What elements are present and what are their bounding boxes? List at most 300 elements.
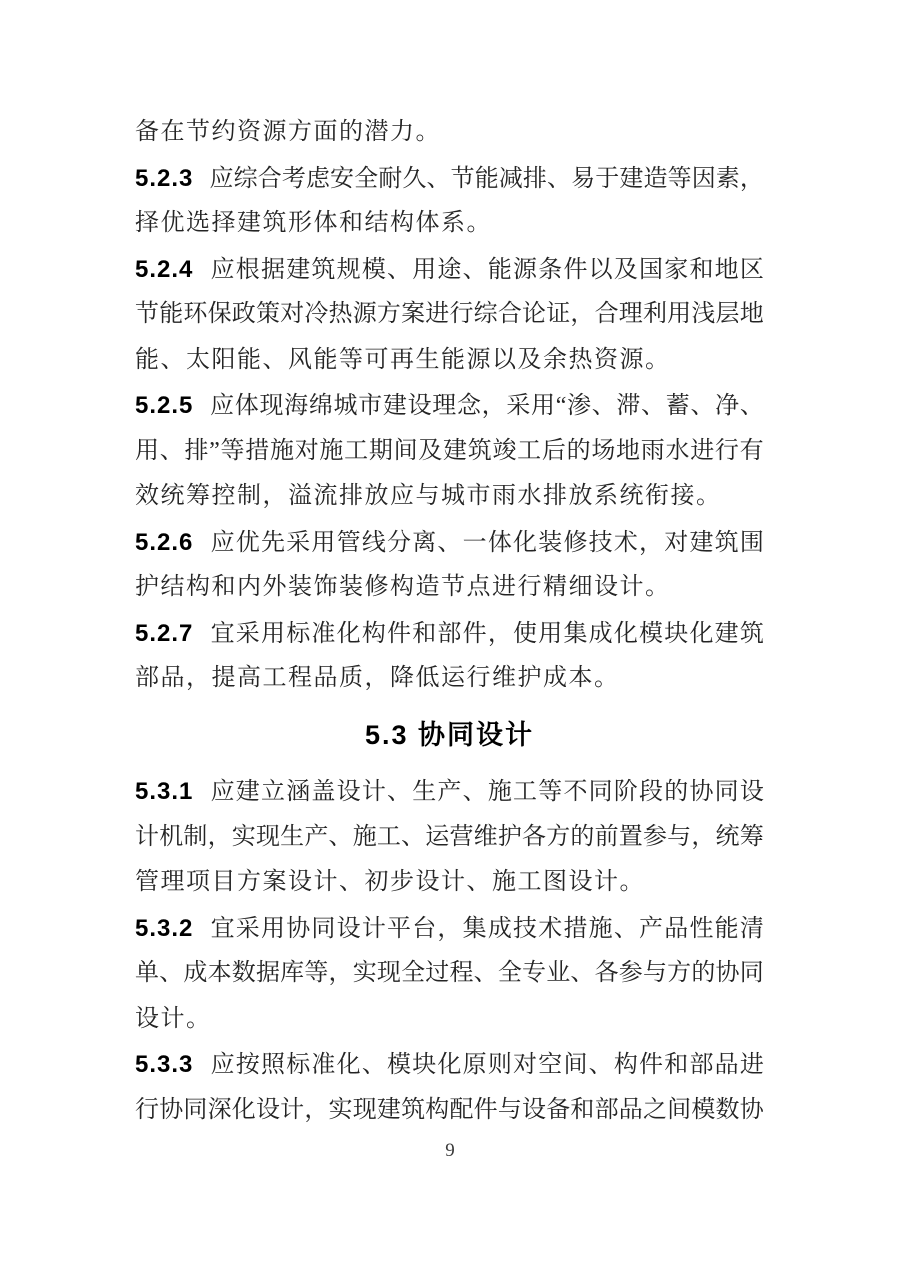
body-char: 理	[618, 301, 643, 327]
body-char: 现	[376, 960, 401, 986]
body-char: 、	[462, 779, 487, 805]
body-char: 现	[255, 823, 280, 850]
clause-number: 5.3.1	[135, 778, 194, 805]
body-char: 绵	[308, 393, 333, 419]
body-char: 立	[261, 779, 285, 805]
body-char: 用	[667, 301, 692, 327]
body-char: 、	[588, 1052, 613, 1078]
body-line	[135, 1088, 764, 1134]
body-line	[135, 338, 764, 384]
body-char: 优	[235, 529, 260, 556]
body-text: 备在节约资源方面的潜力。	[135, 119, 441, 145]
body-char: 应	[210, 393, 235, 419]
body-char: 素	[715, 165, 740, 192]
body-char: 和	[412, 620, 437, 647]
body-char: 合	[594, 301, 619, 327]
body-char: 成	[487, 915, 512, 942]
body-char: 蓄	[665, 393, 690, 419]
body-char: 的	[566, 437, 591, 464]
body-char: ”	[209, 437, 220, 464]
body-char: 设	[739, 779, 764, 805]
body-char: 筹	[739, 823, 764, 850]
body-char: 集	[563, 620, 588, 647]
body-char: 设	[336, 915, 361, 942]
body-char: 对	[513, 1052, 538, 1078]
body-char: 竣	[492, 437, 517, 464]
body-char: 、	[426, 165, 451, 192]
body-line	[135, 429, 764, 475]
body-char: 源	[513, 256, 538, 283]
body-char: 等	[220, 437, 245, 464]
body-char: 化	[336, 1052, 361, 1078]
body-char: 一	[462, 529, 487, 556]
page-content	[135, 110, 764, 1133]
body-char: 冷	[304, 301, 329, 327]
body-char: 盖	[311, 779, 336, 805]
body-char: 间	[667, 1096, 692, 1123]
body-text: 护结构和内外装饰装修构造节点进行精细设计。	[135, 574, 671, 600]
body-char: 用	[135, 437, 159, 464]
body-char: 围	[739, 529, 764, 556]
body-char: 阶	[613, 779, 638, 805]
body-char: 件	[387, 620, 412, 647]
body-char: 设	[336, 779, 361, 805]
body-char: ，	[437, 915, 462, 942]
body-char: 构	[425, 1096, 450, 1123]
body-char: 程	[449, 960, 474, 986]
body-char: 净	[715, 393, 740, 419]
body-char: 过	[425, 960, 450, 986]
body-char: 综	[473, 301, 498, 327]
body-char: 计	[280, 1096, 305, 1123]
body-char: 采	[506, 393, 531, 419]
body-char: 施	[319, 437, 344, 464]
body-char: 建	[235, 779, 260, 805]
body-char: 建	[443, 437, 467, 464]
body-char: 化	[689, 620, 714, 647]
body-line	[135, 201, 764, 247]
body-char: 计	[361, 779, 386, 805]
body-char: 性	[689, 915, 714, 942]
body-char: 能	[714, 915, 739, 942]
body-char: 保	[207, 301, 232, 327]
body-char: 护	[497, 823, 522, 850]
body-char: 标	[286, 1052, 311, 1078]
clause-line	[135, 247, 764, 293]
body-line	[135, 656, 764, 702]
body-char: 准	[311, 620, 336, 647]
body-char: 平	[387, 915, 412, 942]
body-char: 能	[474, 165, 499, 192]
body-char: 全	[401, 960, 426, 986]
body-char: 协	[159, 1096, 184, 1123]
body-char: 离	[412, 529, 437, 556]
body-char: 应	[209, 165, 234, 192]
body-char: 能	[159, 301, 184, 327]
body-char: ，	[304, 1096, 329, 1123]
body-char: 层	[715, 301, 740, 327]
body-char: ，	[691, 823, 716, 850]
body-char: 统	[715, 823, 740, 850]
body-char: 协	[715, 960, 740, 986]
body-char: 证	[546, 301, 571, 327]
body-text: 管理项目方案设计、初步设计、施工图设计。	[135, 869, 645, 895]
body-char: 参	[618, 960, 643, 986]
body-char: 设	[522, 1096, 546, 1123]
body-char: 品	[664, 915, 689, 942]
body-char: ，	[739, 165, 764, 192]
body-char: 、	[437, 529, 462, 556]
body-char: 浅	[691, 301, 716, 327]
body-char: 的	[664, 779, 689, 805]
body-char: 术	[613, 529, 638, 556]
body-text: 能、太阳能、风能等可再生能源以及余热资源。	[135, 346, 671, 373]
body-char: 对	[294, 437, 319, 464]
body-char: 集	[462, 915, 487, 942]
body-char: 方	[376, 301, 401, 327]
body-char: 、	[387, 779, 412, 805]
body-char: 产	[304, 823, 329, 850]
section-heading: 5.3 协同设计	[364, 719, 535, 750]
body-char: 筑	[311, 256, 336, 283]
body-line	[135, 565, 764, 611]
body-char: 涵	[286, 779, 311, 805]
body-char: 照	[261, 1052, 285, 1078]
body-char: 各	[522, 823, 546, 850]
body-char: 地	[739, 301, 764, 327]
body-char: 同	[714, 779, 739, 805]
body-char: 久	[402, 165, 427, 192]
body-char: 工	[376, 823, 401, 850]
body-char: 、	[462, 256, 487, 283]
body-char: 建	[382, 393, 407, 419]
body-char: 能	[487, 256, 512, 283]
body-char: 、	[570, 960, 595, 986]
body-char: 设	[255, 1096, 280, 1123]
body-char: 体	[234, 393, 259, 419]
body-char: 模	[691, 1096, 716, 1123]
body-char: 前	[594, 823, 619, 850]
clause-line	[135, 1042, 764, 1088]
body-char: 源	[352, 301, 377, 327]
body-char: 节	[135, 301, 159, 327]
body-char: 本	[207, 960, 232, 986]
body-char: 减	[498, 165, 523, 192]
clause-number: 5.2.5	[135, 392, 194, 419]
body-char: 国	[639, 256, 664, 283]
body-char: 备	[546, 1096, 571, 1123]
body-char: 与	[642, 960, 667, 986]
body-char: 根	[235, 256, 260, 283]
body-char: 筑	[467, 437, 492, 464]
body-char: 环	[183, 301, 208, 327]
body-char: 应	[210, 256, 235, 283]
body-char: 期	[368, 437, 393, 464]
body-char: 部	[689, 1052, 714, 1078]
body-char: 、	[591, 393, 616, 419]
body-char: 线	[361, 529, 386, 556]
body-char: 宜	[210, 915, 235, 942]
body-char: 产	[437, 779, 462, 805]
body-char: 策	[255, 301, 280, 327]
body-char: 筑	[739, 620, 764, 647]
body-char: 模	[361, 256, 386, 283]
body-char: 渗	[567, 393, 592, 419]
body-char: 场	[591, 437, 616, 464]
body-char: 理	[432, 393, 457, 419]
body-char: 施	[352, 823, 377, 850]
body-char: 维	[473, 823, 498, 850]
body-char: 配	[449, 1096, 474, 1123]
body-char: 件	[563, 256, 588, 283]
body-char: 应	[210, 779, 235, 805]
body-char: 措	[563, 915, 588, 942]
body-char: 化	[613, 620, 638, 647]
body-char: 筑	[401, 1096, 426, 1123]
clause-number: 5.3.3	[135, 1051, 194, 1078]
body-char: 据	[261, 256, 285, 283]
body-char: 成	[183, 960, 208, 986]
body-char: 按	[235, 1052, 260, 1078]
body-char: 行	[449, 301, 474, 327]
body-char: 用	[412, 256, 437, 283]
clause-number: 5.2.7	[135, 619, 194, 647]
body-char: 术	[538, 915, 563, 942]
body-char: 工	[344, 437, 369, 464]
body-char: ，	[639, 529, 664, 556]
body-char: 及	[418, 437, 443, 464]
body-char: 块	[412, 1052, 437, 1078]
body-char: 置	[618, 823, 643, 850]
clause-line	[135, 383, 764, 429]
body-line	[135, 474, 764, 520]
body-char: 节	[450, 165, 475, 192]
body-char: 案	[401, 301, 426, 327]
body-text: 设计。	[135, 1005, 212, 1032]
body-char: 后	[541, 437, 566, 464]
body-char: 以	[588, 256, 613, 283]
body-char: 进	[739, 1052, 764, 1078]
body-char: ，	[207, 823, 232, 850]
body-char: 等	[667, 165, 692, 192]
body-char: 品	[714, 1052, 739, 1078]
clause-line	[135, 520, 764, 566]
body-char: 件	[462, 620, 487, 647]
body-char: 同	[739, 960, 764, 986]
body-char: ，	[328, 960, 353, 986]
body-char: 热	[328, 301, 353, 327]
clause-line	[135, 611, 764, 657]
body-char: 空	[538, 1052, 563, 1078]
body-char: 和	[689, 256, 714, 283]
body-char: 修	[563, 529, 588, 556]
body-char: 生	[412, 779, 437, 805]
clause-number: 5.2.6	[135, 528, 194, 556]
body-char: 、	[547, 165, 572, 192]
body-char: 排	[184, 437, 209, 464]
body-char: 建	[376, 1096, 401, 1123]
body-char: 库	[280, 960, 305, 986]
body-char: 成	[588, 620, 613, 647]
body-char: 、	[690, 393, 715, 419]
body-char: 全	[354, 165, 379, 192]
body-char: 施	[487, 779, 512, 805]
body-char: 进	[690, 437, 715, 464]
body-char: 模	[387, 1052, 412, 1078]
body-char: 应	[210, 1052, 235, 1078]
body-char: 模	[639, 620, 664, 647]
body-char: 建	[714, 620, 739, 647]
body-char: 政	[231, 301, 256, 327]
body-char: 协	[689, 779, 714, 805]
body-char: 利	[642, 301, 667, 327]
body-char: 全	[497, 960, 522, 986]
body-char: 采	[235, 915, 260, 942]
body-char: 件	[473, 1096, 498, 1123]
body-char: 采	[235, 620, 260, 647]
body-line	[135, 951, 764, 997]
body-char: ，	[487, 620, 512, 647]
body-char: 、	[739, 393, 764, 419]
body-char: 进	[425, 301, 450, 327]
body-char: 耐	[378, 165, 403, 192]
body-char: 对	[280, 301, 305, 327]
body-char: 有	[739, 437, 764, 464]
body-char: 用	[261, 915, 285, 942]
clause-line	[135, 156, 764, 202]
body-char: 部	[594, 1096, 619, 1123]
body-char: 条	[538, 256, 563, 283]
body-char: 数	[715, 1096, 740, 1123]
body-char: 方	[667, 960, 692, 986]
body-char: 和	[664, 1052, 689, 1078]
body-char: 、	[159, 960, 184, 986]
body-char: 先	[261, 529, 285, 556]
body-char: 块	[664, 620, 689, 647]
body-char: 与	[497, 1096, 522, 1123]
body-char: 间	[393, 437, 418, 464]
body-char: 深	[207, 1096, 232, 1123]
body-char: 运	[425, 823, 450, 850]
body-char: 、	[641, 393, 666, 419]
body-char: “	[555, 393, 567, 419]
body-text: 部品，提高工程品质，降低运行维护成本。	[135, 665, 620, 691]
body-char: 地	[714, 256, 739, 283]
body-char: 不	[563, 779, 588, 805]
body-char: 宜	[210, 620, 235, 647]
body-char: 机	[159, 823, 184, 850]
body-char: 协	[739, 1096, 764, 1123]
body-char: 的	[691, 960, 716, 986]
body-char: ，	[570, 301, 595, 327]
body-char: 装	[538, 529, 563, 556]
body-char: 现	[259, 393, 284, 419]
body-char: 实	[328, 1096, 353, 1123]
body-char: 分	[387, 529, 412, 556]
body-char: 、	[361, 1052, 386, 1078]
body-char: 同	[183, 1096, 208, 1123]
body-char: 规	[336, 256, 361, 283]
body-char: 品	[618, 1096, 643, 1123]
clause-number: 5.2.4	[135, 255, 194, 283]
body-line	[135, 860, 764, 906]
body-char: 化	[437, 1052, 462, 1078]
body-char: 综	[233, 165, 258, 192]
body-char: 海	[284, 393, 309, 419]
body-char: 原	[462, 1052, 487, 1078]
body-line	[135, 110, 764, 156]
body-char: 等	[538, 779, 563, 805]
body-char: 参	[642, 823, 667, 850]
body-char: 实	[231, 823, 256, 850]
body-char: 、	[613, 915, 638, 942]
body-char: 用	[311, 529, 336, 556]
clause-number: 5.3.2	[135, 914, 194, 942]
body-char: 论	[522, 301, 546, 327]
body-char: 设	[407, 393, 432, 419]
body-text: 效统筹控制，溢流排放应与城市雨水排放系统衔接。	[135, 483, 722, 509]
body-char: 清	[739, 915, 764, 942]
body-char: 的	[570, 823, 595, 850]
clause-line	[135, 769, 764, 815]
page-number: 9	[445, 1140, 455, 1161]
body-char: 化	[513, 529, 538, 556]
body-char: 区	[739, 256, 764, 283]
body-char: 化	[231, 1096, 256, 1123]
body-char: 构	[613, 1052, 638, 1078]
body-char: 建	[619, 165, 644, 192]
body-char: 协	[286, 915, 311, 942]
body-char: 对	[664, 529, 689, 556]
body-char: 计	[135, 823, 159, 850]
body-char: 施	[588, 915, 613, 942]
body-char: 等	[304, 960, 329, 986]
body-char: 雨	[640, 437, 665, 464]
body-char: 安	[330, 165, 355, 192]
body-char: 合	[257, 165, 282, 192]
body-char: 构	[361, 620, 386, 647]
body-char: 用	[261, 620, 285, 647]
body-char: 合	[497, 301, 522, 327]
body-char: 及	[613, 256, 638, 283]
body-char: 部	[437, 620, 462, 647]
body-text: 择优选择建筑形体和结构体系。	[135, 210, 492, 236]
body-char: 准	[311, 1052, 336, 1078]
body-char: 营	[449, 823, 474, 850]
body-char: 虑	[305, 165, 330, 192]
body-char: 建	[689, 529, 714, 556]
body-char: 各	[594, 960, 619, 986]
body-char: 滞	[616, 393, 641, 419]
body-char: 建	[286, 256, 311, 283]
body-char: 计	[361, 915, 386, 942]
body-char: 、	[401, 823, 426, 850]
body-char: 筑	[714, 529, 739, 556]
body-char: 现	[352, 1096, 377, 1123]
clause-line	[135, 906, 764, 952]
body-char: 工	[517, 437, 542, 464]
body-char: 措	[245, 437, 270, 464]
body-char: 、	[159, 437, 184, 464]
body-char: 途	[437, 256, 462, 283]
body-char: 方	[546, 823, 571, 850]
body-char: 、	[328, 823, 353, 850]
body-char: 同	[588, 779, 613, 805]
body-char: 易	[571, 165, 596, 192]
body-char: 台	[412, 915, 437, 942]
body-char: 造	[643, 165, 668, 192]
body-char: 件	[639, 1052, 664, 1078]
